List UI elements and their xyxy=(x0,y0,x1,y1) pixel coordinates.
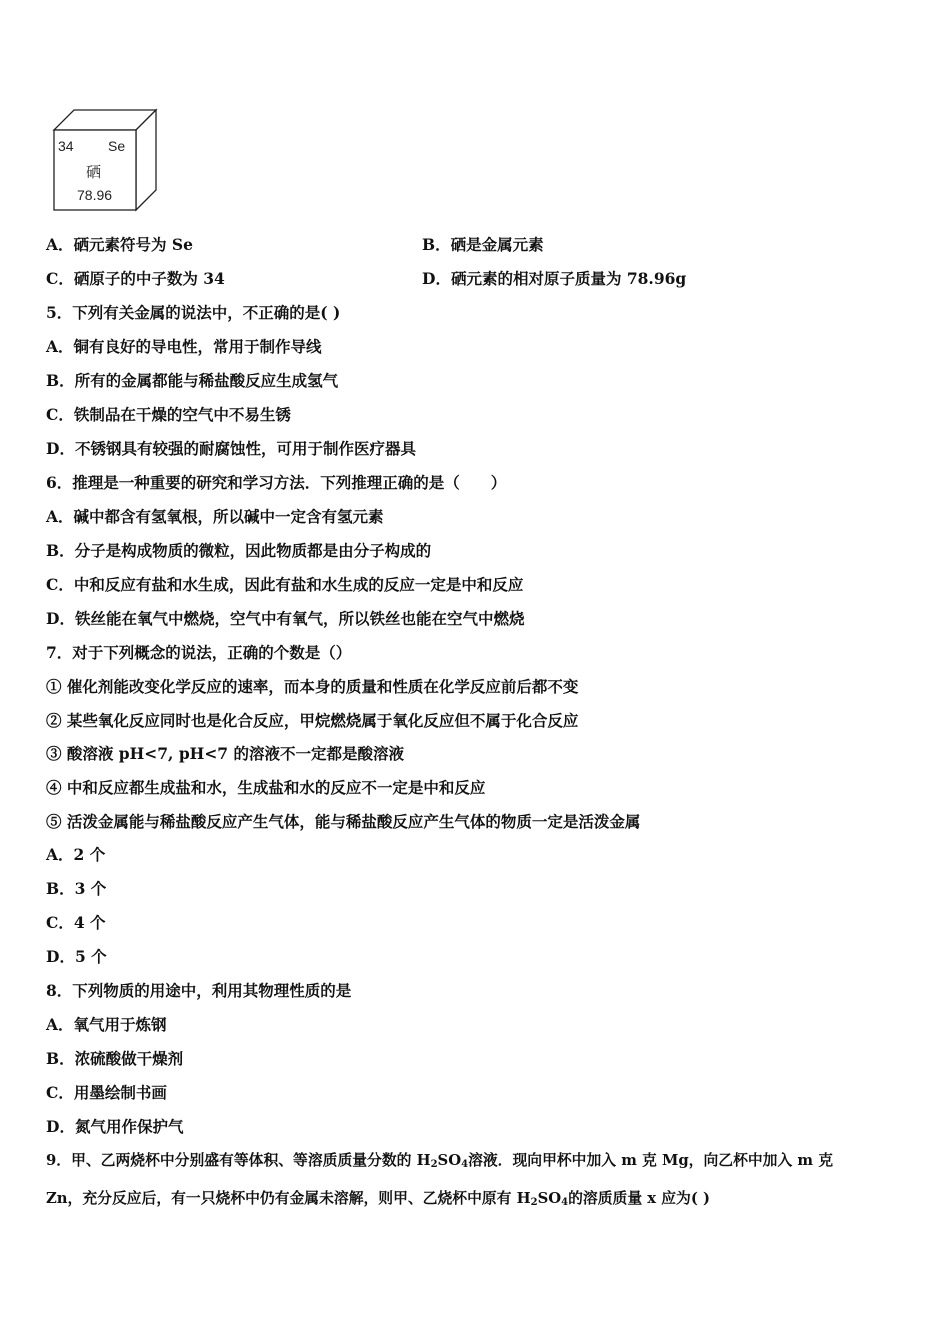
q6-stem: 6．推理是一种重要的研究和学习方法．下列推理正确的是（ ） xyxy=(46,473,507,492)
q9-stem-line-1: 9．甲、乙两烧杯中分别盛有等体积、等溶质质量分数的 $H_2SO_4$溶液．现向甲杯中加入 m 克 Mg，向乙杯中加入 m 克 xyxy=(46,1152,834,1170)
q5-option-a: A．铜有良好的导电性，常用于制作导线 xyxy=(46,337,322,356)
q8-option-c: C．用墨绘制书画 xyxy=(46,1083,167,1102)
q7-option-a: A．2 个 xyxy=(46,845,106,864)
q5-option-d: D．不锈钢具有较强的耐腐蚀性，可用于制作医疗器具 xyxy=(46,439,416,458)
q7-option-c: C．4 个 xyxy=(46,913,106,932)
atomic-mass: 78.96 xyxy=(77,187,113,203)
q7-statement-3: ③ 酸溶液 pH<7, pH<7 的溶液不一定都是酸溶液 xyxy=(46,744,404,763)
q7-option-b: B．3 个 xyxy=(46,879,107,898)
q4-option-row-1 xyxy=(46,235,544,255)
q7-statement-1: ① 催化剂能改变化学反应的速率，而本身的质量和性质在化学反应前后都不变 xyxy=(46,677,579,696)
q4-option-c: C．硒原子的中子数为 34 xyxy=(46,269,225,288)
q5-option-b: B．所有的金属都能与稀盐酸反应生成氢气 xyxy=(46,371,339,390)
q7-statement-4: ④ 中和反应都生成盐和水，生成盐和水的反应不一定是中和反应 xyxy=(46,778,486,797)
q6-option-a: A．碱中都含有氢氧根，所以碱中一定含有氢元素 xyxy=(46,507,384,526)
q7-statement-5: ⑤ 活泼金属能与稀盐酸反应产生气体，能与稀盐酸反应产生气体的物质一定是活泼金属 xyxy=(46,812,641,831)
q7-stem: 7．对于下列概念的说法，正确的个数是（） xyxy=(46,643,352,662)
element-symbol: Se xyxy=(108,138,126,154)
q5-stem: 5．下列有关金属的说法中，不正确的是( ) xyxy=(46,303,341,322)
q6-option-c: C．中和反应有盐和水生成，因此有盐和水生成的反应一定是中和反应 xyxy=(46,575,524,594)
atomic-number: 34 xyxy=(58,138,74,154)
q4-option-row-2 xyxy=(46,269,687,289)
q4-option-a: A．硒元素符号为 Se xyxy=(46,235,193,254)
q8-option-d: D．氮气用作保护气 xyxy=(46,1117,184,1136)
q8-option-b: B．浓硫酸做干燥剂 xyxy=(46,1049,184,1068)
element-card xyxy=(50,106,160,214)
element-name: 硒 xyxy=(86,163,102,181)
q7-statement-2: ② 某些氧化反应同时也是化合反应，甲烷燃烧属于氧化反应但不属于化合反应 xyxy=(46,711,579,730)
q9-stem-line-2: Zn，充分反应后，有一只烧杯中仍有金属未溶解，则甲、乙烧杯中原有 $H_2SO_4$的溶质质量 x 应为( ) xyxy=(46,1190,710,1208)
q4-option-b: B．硒是金属元素 xyxy=(422,235,544,254)
q5-option-c: C．铁制品在干燥的空气中不易生锈 xyxy=(46,405,291,424)
q7-option-d: D．5 个 xyxy=(46,947,107,966)
q8-stem: 8．下列物质的用途中，利用其物理性质的是 xyxy=(46,981,352,1000)
q4-option-d: D．硒元素的相对原子质量为 78.96g xyxy=(422,269,687,288)
q6-option-b: B．分子是构成物质的微粒，因此物质都是由分子构成的 xyxy=(46,541,432,560)
q6-option-d: D．铁丝能在氧气中燃烧，空气中有氧气，所以铁丝也能在空气中燃烧 xyxy=(46,609,525,628)
q8-option-a: A．氧气用于炼钢 xyxy=(46,1015,167,1034)
